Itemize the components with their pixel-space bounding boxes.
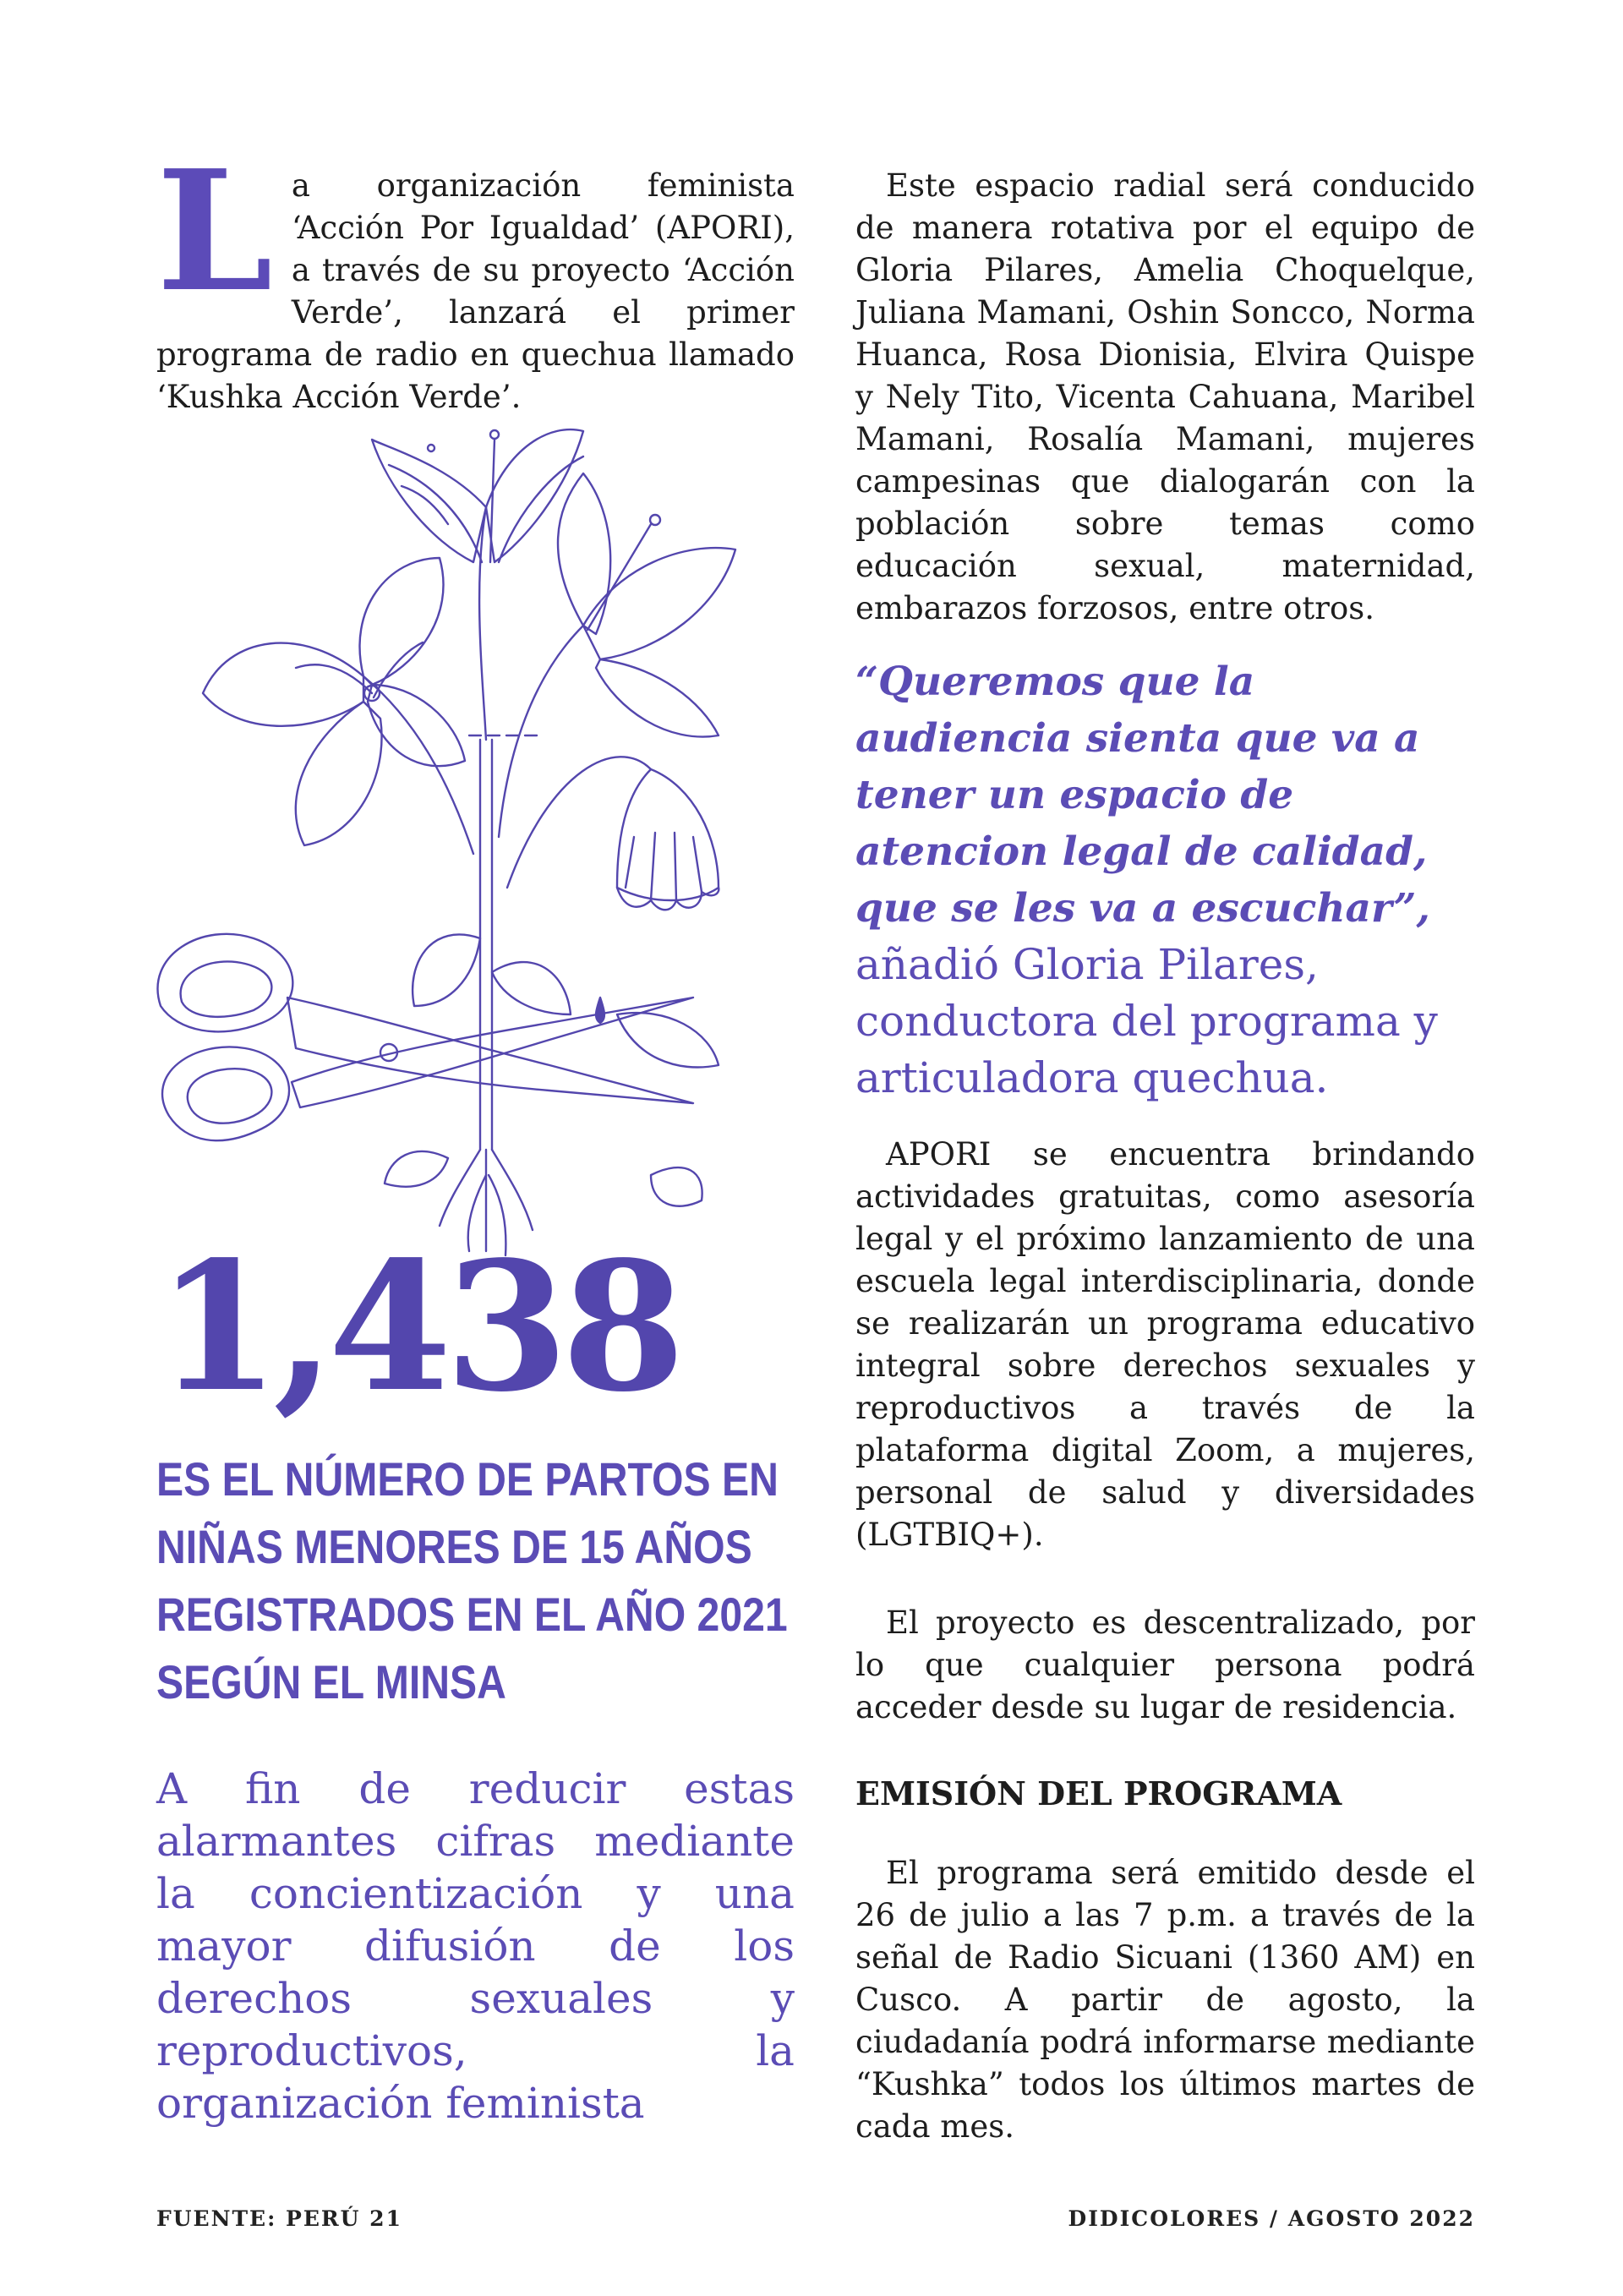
bell-flower bbox=[617, 769, 719, 910]
footer-source: FUENTE: PERÚ 21 bbox=[156, 2206, 402, 2231]
section-heading: EMISIÓN DEL PROGRAMA bbox=[855, 1774, 1342, 1812]
footer-publication: DIDICOLORES / AGOSTO 2022 bbox=[1068, 2206, 1475, 2231]
paragraph-apori: APORI se encuentra brindando actividades gratuitas, como asesoría legal y el próximo lanzamiento de una escuela legal interdisciplinaria, donde se realizarán un programa educativo integral sobre derechos sexuales y reproductivos a través de la plataforma digital Zoom, a mujeres, personal de salud y diversidades (LGTBIQ+). bbox=[855, 1136, 1475, 1553]
paragraph-broadcast: El programa será emitido desde el 26 de julio a las 7 p.m. a través de la señal de Radio Sicuani (1360 AM) en Cusco. A partir de agosto, la ciudadanía podrá informarse mediante “Kushka” todos los últimos martes de cada mes. bbox=[855, 1855, 1475, 2145]
leaves bbox=[385, 934, 719, 1205]
top-lily bbox=[372, 429, 583, 562]
stat-caption-line: NIÑAS MENORES DE 15 AÑOS bbox=[156, 1520, 752, 1573]
right-column bbox=[855, 165, 1475, 2148]
stem-right bbox=[499, 626, 583, 837]
stat-caption-line: SEGÚN EL MINSA bbox=[156, 1655, 506, 1708]
stem-upper bbox=[479, 507, 486, 740]
drop-icon bbox=[596, 998, 604, 1023]
stat-caption-line: REGISTRADOS EN EL AÑO 2021 bbox=[156, 1588, 788, 1641]
paragraph-hosts: Este espacio radial será conducido de manera rotativa por el equipo de Gloria Pilares, Amelia Choquelque, Juliana Mamani, Oshin Soncco, Norma Huanca, Rosa Dionisia, Elvira Quispe y Nely Tito, Vicenta Cahuana, Maribel Mamani, Rosalía Mamani, mujeres campesinas que dialogarán con la población sobre temas como educación sexual, maternidad, embarazos forzosos, entre otros. bbox=[855, 167, 1475, 626]
drop-cap: L bbox=[156, 134, 273, 329]
quote-attribution: añadió Gloria Pilares, conductora del programa y articuladora quechua. bbox=[855, 940, 1438, 1102]
stem-left bbox=[363, 676, 473, 854]
paragraph-decentralized: El proyecto es descentralizado, por lo que cualquier persona podrá acceder desde su lugar de residencia. bbox=[855, 1604, 1475, 1725]
flowers-scissors-illustration bbox=[110, 414, 837, 1268]
stat-caption bbox=[156, 1446, 788, 1716]
scissors-icon bbox=[158, 934, 693, 1140]
stat-caption-line: ES EL NÚMERO DE PARTOS EN bbox=[156, 1452, 779, 1506]
stat-number: 1,438 bbox=[156, 1222, 679, 1431]
right-lily bbox=[558, 473, 735, 737]
pull-quote: “Queremos que la audiencia sienta que va a tener un espacio de atencion legal de calidad, que se les va a escuchar”, bbox=[855, 659, 1430, 932]
intro-text: a organización feminista ‘Acción Por Igualdad’ (APORI), a través de su proyecto ‘Acción Verde’, lanzará el primer programa de radio en quechua llamado ‘Kushka Acción Verde’. bbox=[156, 167, 795, 415]
lead-paragraph: A fin de reducir estas alarmantes cifras mediante la concientización y una mayor difusión de los derechos sexuales y reproductivos, la organización feminista bbox=[156, 1764, 795, 2128]
left-column bbox=[156, 134, 795, 418]
intro-paragraph bbox=[156, 134, 795, 418]
left-pansy bbox=[203, 558, 465, 845]
